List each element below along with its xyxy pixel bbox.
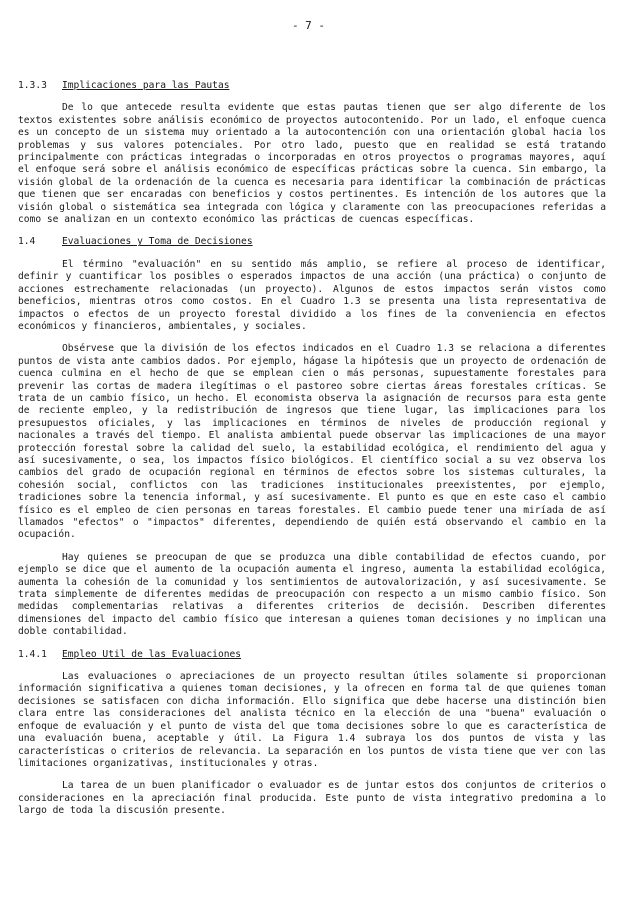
section-heading: [18, 80, 606, 92]
paragraph: El término "evaluación" en su sentido más amplio, se refiere al proceso de identificar, definir y cuantificar los posibles o esperados impactos de una acción (una práctica) o conjunto de acciones estrechamente relacionadas (un proyecto). Algunos de estos impactos serán vistos como beneficios, mientras otros como costos. En el Cuadro 1.3 se presenta una lista representativa de impactos o efectos de un proyecto forestal dividido a los fines de la conveniencia en efectos económicos y financieros, ambientales, y sociales.: [18, 258, 606, 332]
section-number: 1.4: [18, 236, 36, 248]
document-body: [18, 80, 606, 828]
section-title: Evaluaciones y Toma de Decisiones: [62, 236, 253, 248]
section-number: 1.3.3: [18, 80, 47, 91]
section-title: Empleo Util de las Evaluaciones: [62, 648, 242, 660]
section-heading: [18, 649, 606, 661]
section-number: 1.4.1: [18, 648, 47, 660]
paragraph: De lo que antecede resulta evidente que estas pautas tienen que ser algo diferente de los textos existentes sobre análisis económico de proyectos autocontenido. Por un lado, el enfoque cuenca es un concepto de un sistema muy orientado a la autocontención con una orientación global hacia los problemas y sus valores potenciales. Por otro lado, puesto que en realidad se está tratando principalmente con prácticas integradas o incorporadas en otros proyectos o programas mayores, aquí el enfoque será sobre el análisis económico de específicas prácticas sobre la cuenca. Sin embargo, la visión global de la ordenación de la cuenca es necesaria para identificar la combinación de prácticas que tienen que ser encaradas con beneficios y costos pertinentes. Es intención de los autores que la visión global o sistemática sea integrada con lógica y claramente con las preocupaciones referidas a como se analizan en un contexto económico las prácticas de cuencas específicas.: [18, 102, 606, 226]
section-title: Implicaciones para las Pautas: [62, 80, 230, 91]
page-number: - 7 -: [291, 19, 326, 32]
paragraph: Hay quienes se preocupan de que se produzca una dible contabilidad de efectos cuando, por ejemplo se dice que el aumento de la ocupación aumenta el ingreso, aumenta la estabilidad ecológica, aumenta la cohesión de la comunidad y los sentimientos de autovalorización, y así sucesivamente. Se trata simplemente de diferentes medidas de preocupación con respecto a un mismo cambio físico. Son medidas complementarias relativas a diferentes criterios de decisión. Describen diferentes dimensiones del impacto del cambio físico que interesan a quienes toman decisiones y no implican una doble contabilidad.: [18, 551, 606, 638]
paragraph: La tarea de un buen planificador o evaluador es de juntar estos dos conjuntos de criterios o consideraciones en la apreciación final producida. Este punto de vista integrativo predomina a lo largo de toda la discusión presente.: [18, 780, 606, 817]
paragraph: Obsérvese que la división de los efectos indicados en el Cuadro 1.3 se relaciona a diferentes puntos de vista ante cambios dados. Por ejemplo, hágase la hipótesis que un proyecto de ordenación de cuenca culmina en el hecho de que se emplean cien o más personas, supuestamente forestales para prevenir las cortas de madera ilegítimas o el pastoreo sobre ciertas áreas forestales críticas. Se trata de un cambio físico, un hecho. El economista observa la asignación de recursos para esta gente de reciente empleo, y la redistribución de ingresos que tiene lugar, las implicaciones para los presupuestos oficiales, y las implicaciones en términos de niveles de producción regional y nacionales a través del tiempo. El analista ambiental puede observar las implicaciones de una mayor protección forestal sobre la calidad del suelo, la estabilidad ecológica, el rendimiento del agua y así sucesivamente, o sea, los impactos físico biológicos. El científico social a su vez observa los cambios del grado de ocupación regional en términos de efectos sobre los sistemas culturales, la cohesión social, conflictos con las tradiciones institucionales preexistentes, por ejemplo, tradiciones sobre la tenencia informal, y así sucesivamente. El punto es que en este caso el cambio físico es el empleo de cien personas en tareas forestales. El cambio puede tener una miríada de así llamados "efectos" o "impactos" diferentes, dependiendo de quién está observando el cambio en la ocupación.: [18, 343, 606, 541]
paragraph: Las evaluaciones o apreciaciones de un proyecto resultan útiles solamente si proporcionan información significativa a quienes toman decisiones, y la ofrecen en forma tal de que quienes toman decisiones se satisfacen con dicha información. Ello significa que debe hacerse una distinción bien clara entre las consideraciones del analista técnico en la elección de una "buena" evaluación o enfoque de evaluación y el punto de vista del que toma decisiones sobre lo que es característica de una evaluación buena, aceptable y útil. La Figura 1.4 subraya los dos puntos de vista y las características o criterios de relevancia. La separación en los puntos de vista tiene que ver con las limitaciones organizativas, institucionales y otras.: [18, 671, 606, 769]
section-heading: [18, 236, 606, 248]
